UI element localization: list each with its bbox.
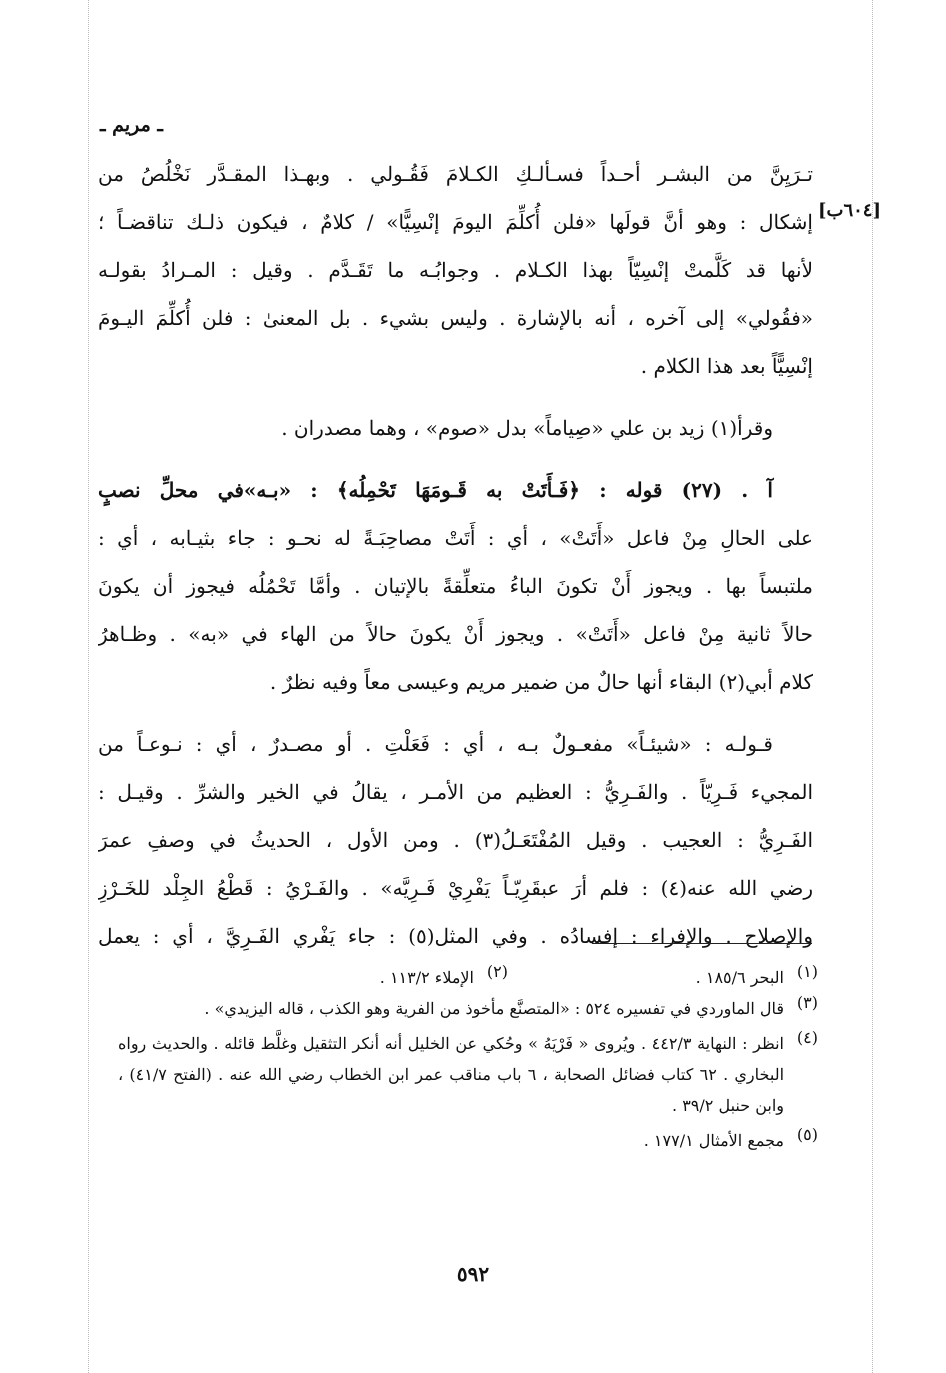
- footnote-text: انظر : النهاية ٤٤٢/٣ . ويُروى « فَرْيَهُ » وحُكي عن الخليل أنه أنكر التثقيل وغلَّط قائله . والحديث رواه البخاري . ٦٢ كتاب فضائل الصحابة ، ٦ باب مناقب عمر ابن الخطاب رضي الله عنه . (الفتح ٤١/٧) ، وابن حنبل ٣٩/٢ .: [118, 1034, 785, 1115]
- footnote-number: (١): [796, 962, 818, 981]
- text-line: قـولـه : «شيئـاً» مفعـولٌ بـه ، أي : فَعَلْتِ . أو مصـدرٌ ، أي : نـوعـاً من: [98, 732, 773, 756]
- footnote-number: (٤): [796, 1028, 818, 1047]
- text-line: حالاً ثانية مِنْ فاعل «أَتَتْ» . ويجوز أَنْ يكونَ حالاً من الهاء في «به» . وظـاهرُ: [98, 622, 813, 646]
- text-line: كلام أبي(٢) البقاء أنها حالٌ من ضمير مريم وعيسى معاً وفيه نظرٌ .: [269, 670, 813, 694]
- footnote: [508, 962, 818, 993]
- footnote-text: مجمع الأمثال ١٧٧/١ .: [643, 1131, 784, 1150]
- text-line: لأنها قد كَلَّمتْ إنْسِيّاً بهذا الكـلام . وجوابُـه ما تَقَـدَّم . وقيل : المـرادُ بقولـه: [98, 258, 813, 282]
- footnote-separator: [592, 943, 812, 944]
- footnote-number: (٣): [796, 993, 818, 1012]
- text-line: رضي الله عنه(٤) : فلم أرَ عبقَرِيّـاً يَفْرِيْ فَـرِيَّه» . والفَـرْيُ : قَطْعُ الجِلْد للخَـرْزِ: [98, 876, 813, 900]
- text-line: الفَـرِيُّ : العجيب . وقيل المُفْتَعَـلُ(٣) . ومن الأول ، الحديثُ في وصفِ عمرَ: [98, 828, 813, 852]
- footnote-number: (٢): [486, 962, 508, 981]
- verse-heading-line: آ . (٢٧) قوله : ﴿فَـأَتَتْ به قَـومَهَا تَحْمِلُه﴾ : «بـه»في محلِّ نصبٍ: [98, 478, 773, 502]
- text-line: المجيء فَـرِيّاً . والفَـرِيُّ : العظيم من الأمـر ، يقالُ في الخير والشرِّ . وقيـل :: [98, 780, 813, 804]
- footnote-text: الإملاء ١١٣/٢ .: [379, 968, 474, 987]
- footnote: [118, 993, 818, 1024]
- text-line: ملتبساً بها . ويجوز أَنْ تكونَ الباءُ متعلِّقةً بالإتيان . وأمَّا تَحْمُلُه فيجوز أن يكونَ: [98, 574, 813, 598]
- running-header: ـ مريم ـ: [100, 114, 163, 136]
- text-line: «فقُولي» إلى آخره ، أنه بالإشارة . وليس بشيء . بل المعنىٰ : فلن أُكلِّمَ اليـومَ: [98, 306, 813, 330]
- text-line: والإصلاح . والإفراء : إفسادُه . وفي المثل(٥) : جاء يَفْري الفَـرِيَّ ، أي : يعمل: [98, 924, 813, 948]
- text-line: على الحالِ مِنْ فاعل «أَتَتْ» ، أي : أَتَتْ مصاحِبَـةً له نحـو : جاء بثيـابه ، أي :: [98, 526, 813, 550]
- footnote-pair: [118, 962, 818, 993]
- page-number: ٥٩٢: [456, 1262, 490, 1286]
- text-line: تـرَيِنَّ من البشـر أحـداً فسـألـكِ الكـلامَ فَقُـولي . وبهـذا المقـدَّر نَخْلُصُ من: [98, 162, 813, 186]
- footnote-text: قال الماوردي في تفسيره ٥٢٤ : «المتصنَّع مأخوذ من الفرية وهو الكذب ، قاله اليزيدي» .: [204, 999, 784, 1018]
- text-line: إشكال : وهو أنَّ قولَها «فلن أُكلِّمَ اليومَ إنْسِيًّا» / كلامٌ ، فيكون ذلـك تناقضـاً ؛: [98, 210, 813, 234]
- text-line: وقرأ(١) زيد بن علي «صِياماً» بدل «صوم» ، وهما مصدران .: [281, 416, 773, 440]
- footnotes: [118, 962, 818, 1160]
- manuscript-folio-ref: [٦٠٤ب]: [818, 200, 882, 221]
- footnote: [118, 1125, 818, 1156]
- scan-margin-left: [88, 0, 89, 1373]
- footnote: [118, 1028, 818, 1121]
- text-line: إنْسِيًّاً بعد هذا الكلام .: [640, 354, 813, 378]
- main-text: [98, 150, 813, 960]
- footnote-number: (٥): [796, 1125, 818, 1144]
- footnote: [198, 962, 508, 993]
- footnote-text: البحر ١٨٥/٦ .: [695, 968, 784, 987]
